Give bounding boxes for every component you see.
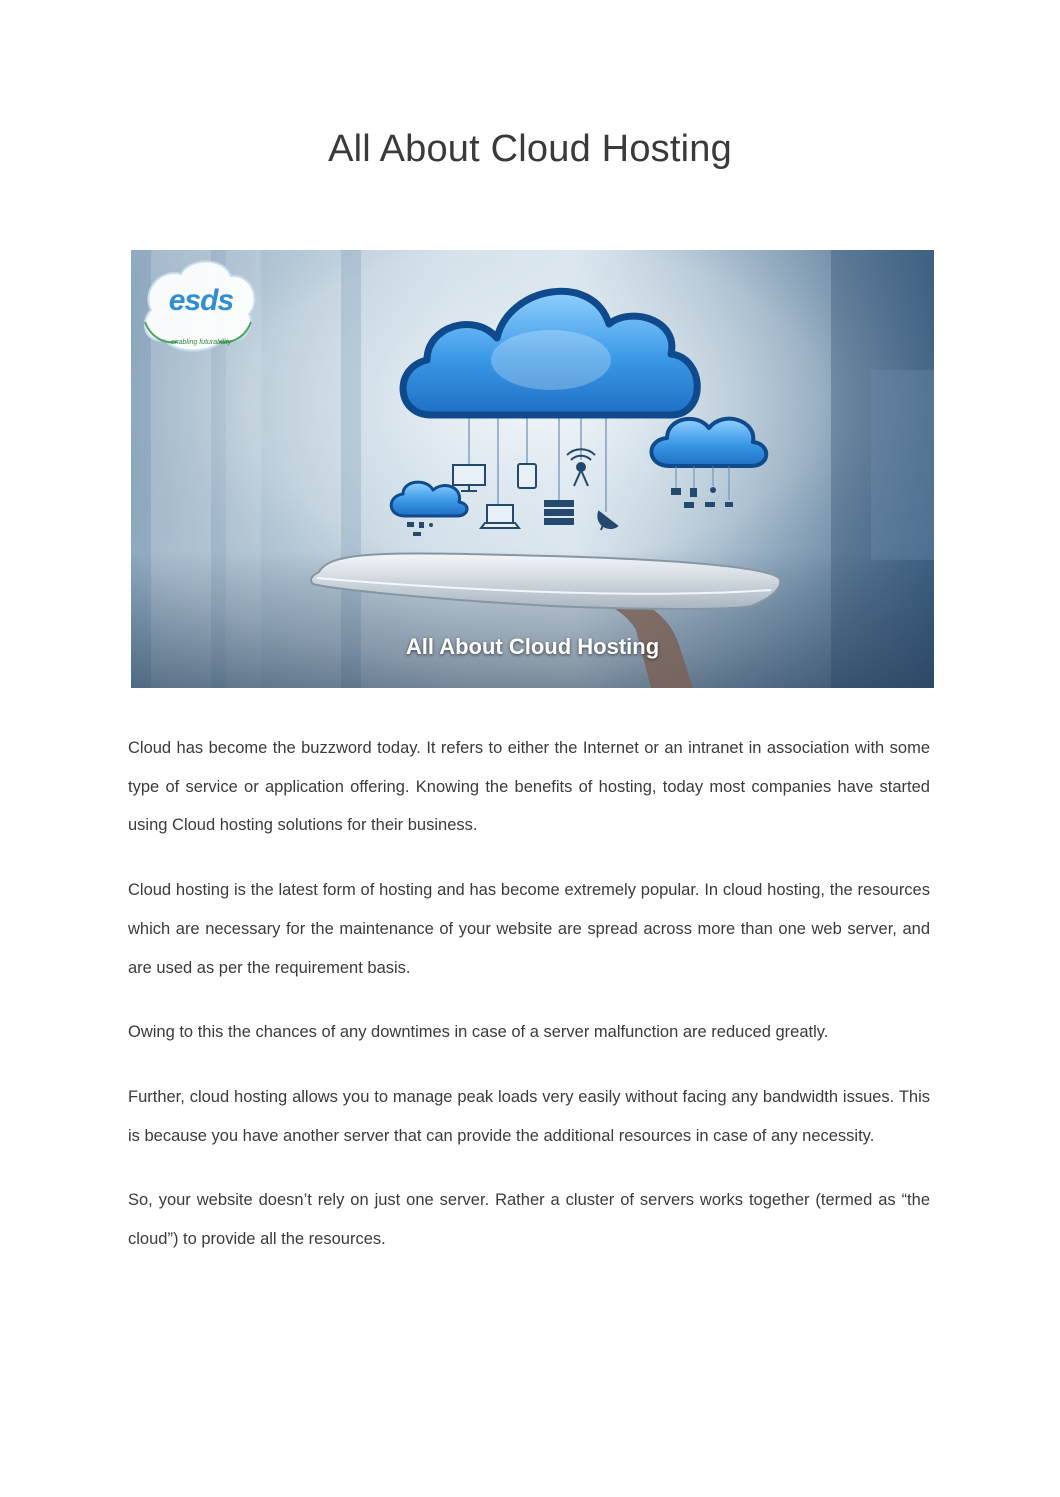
- paragraph-1: Cloud has become the buzzword today. It refers to either the Internet or an intranet in association with some type of service or application offering. Knowing the benefits of hosting, today most companies have started using Cloud hosting solutions for their business.: [128, 739, 930, 835]
- logo-tagline: enabling futurability: [170, 339, 232, 346]
- logo-wordmark: esds: [168, 284, 234, 317]
- paragraph-2: Cloud hosting is the latest form of hosting and has become extremely popular. In cloud hosting, the resources which are necessary for the maintenance of your website are spread across more than one web server, and are used as per the requirement basis.: [128, 881, 930, 977]
- hero-image: [131, 250, 934, 688]
- paragraph-5: So, your website doesn’t rely on just one server. Rather a cluster of servers works together (termed as “the cloud”) to provide all the resources.: [128, 1191, 930, 1249]
- paragraph-3: Owing to this the chances of any downtimes in case of a server malfunction are reduced greatly.: [128, 1023, 829, 1042]
- laptop-icon: [481, 505, 519, 528]
- page-title: All About Cloud Hosting: [328, 128, 732, 170]
- phone-icon: [518, 464, 536, 488]
- hero-caption: All About Cloud Hosting: [405, 634, 660, 659]
- article-body: [128, 729, 930, 1285]
- server-icon: [544, 500, 574, 525]
- paragraph-4: Further, cloud hosting allows you to manage peak loads very easily without facing any bandwidth issues. This is because you have another server that can provide the additional resources in case of any necessity.: [128, 1087, 930, 1145]
